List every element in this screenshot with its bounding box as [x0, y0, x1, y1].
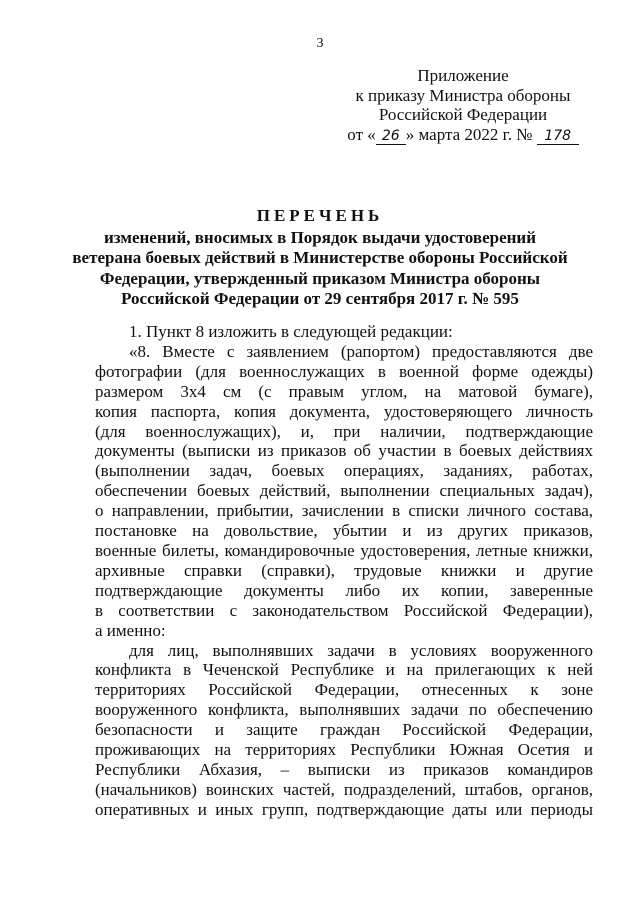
appendix-country: Российской Федерации — [378, 105, 548, 124]
title-heading: ПЕРЕЧЕНЬ — [256, 206, 384, 225]
text-line: постановке на довольствие, убытии и из других приказов, — [95, 521, 593, 541]
text-line: «8. Вместе с заявлением (рапортом) предоставляются две — [129, 341, 593, 361]
handwritten-order-number: 178 — [537, 129, 579, 145]
paragraph-2 — [95, 342, 593, 641]
appendix-order-ref: к приказу Министра обороны — [355, 85, 571, 105]
text-line: документы (выписки из приказов об участии в боевых действиях — [95, 441, 593, 461]
handwritten-day: 26 — [376, 129, 406, 145]
date-prefix: от « — [347, 124, 376, 144]
text-line: Республики Абхазия, – выписки из приказов командиров — [95, 759, 593, 779]
text-line: а именно: — [95, 620, 166, 640]
appendix-date-line — [338, 125, 588, 145]
text-line: проживающих на территориях Республики Южная Осетия и — [95, 740, 593, 760]
text-line: вооруженного конфликта, выполнявших задачи по обеспечению — [95, 700, 593, 720]
paragraph-3 — [95, 641, 593, 820]
text-line: конфликта в Чеченской Республике и на прилегающих к ней — [95, 660, 593, 680]
text-line: безопасности и защите граждан Российской Федерации, — [95, 720, 593, 740]
text-line: (выполнении задач, боевых операциях, заданиях, работах, — [95, 461, 593, 481]
appendix-header — [338, 66, 588, 145]
document-title — [60, 206, 580, 310]
title-line: изменений, вносимых в Порядок выдачи удостоверений — [104, 227, 536, 247]
text-line: размером 3х4 см (с правым углом, на матовой бумаге), — [95, 381, 593, 401]
text-line: копия паспорта, копия документа, удостоверяющего личность — [95, 401, 593, 421]
text-line: подтверждающие документы либо их копии, заверенные — [95, 580, 593, 600]
title-line: Российской Федерации от 29 сентября 2017 г. № 595 — [121, 289, 519, 308]
page-number: 3 — [316, 36, 324, 51]
appendix-label: Приложение — [417, 66, 509, 85]
paragraph-1: 1. Пункт 8 изложить в следующей редакции: — [129, 322, 453, 341]
text-line: оперативных и иных групп, подтверждающие даты или периоды — [95, 799, 593, 819]
date-middle: » марта 2022 г. № — [405, 124, 533, 144]
title-line: Федерации, утвержденный приказом Министра обороны — [99, 268, 541, 288]
text-line: (для военнослужащих), и, при наличии, подтверждающие — [95, 421, 593, 441]
text-line: о направлении, прибытии, зачислении в списки личного состава, — [95, 501, 593, 521]
document-body — [95, 322, 593, 820]
text-line: военные билеты, командировочные удостоверения, летные книжки, — [95, 540, 593, 560]
text-line: для лиц, выполнявших задачи в условиях вооруженного — [129, 640, 593, 660]
title-line: ветерана боевых действий в Министерстве обороны Российской — [72, 248, 568, 267]
text-line: обеспечении боевых действий, выполнении специальных задач), — [95, 481, 593, 501]
text-line: фотографии (для военнослужащих в военной форме одежды) — [95, 361, 593, 381]
text-line: (начальников) воинских частей, подразделений, штабов, органов, — [95, 779, 593, 799]
text-line: архивные справки (справки), трудовые книжки и другие — [95, 560, 593, 580]
text-line: в соответствии с законодательством Российской Федерации), — [95, 600, 593, 620]
text-line: территориях Российской Федерации, отнесенных к зоне — [95, 680, 593, 700]
